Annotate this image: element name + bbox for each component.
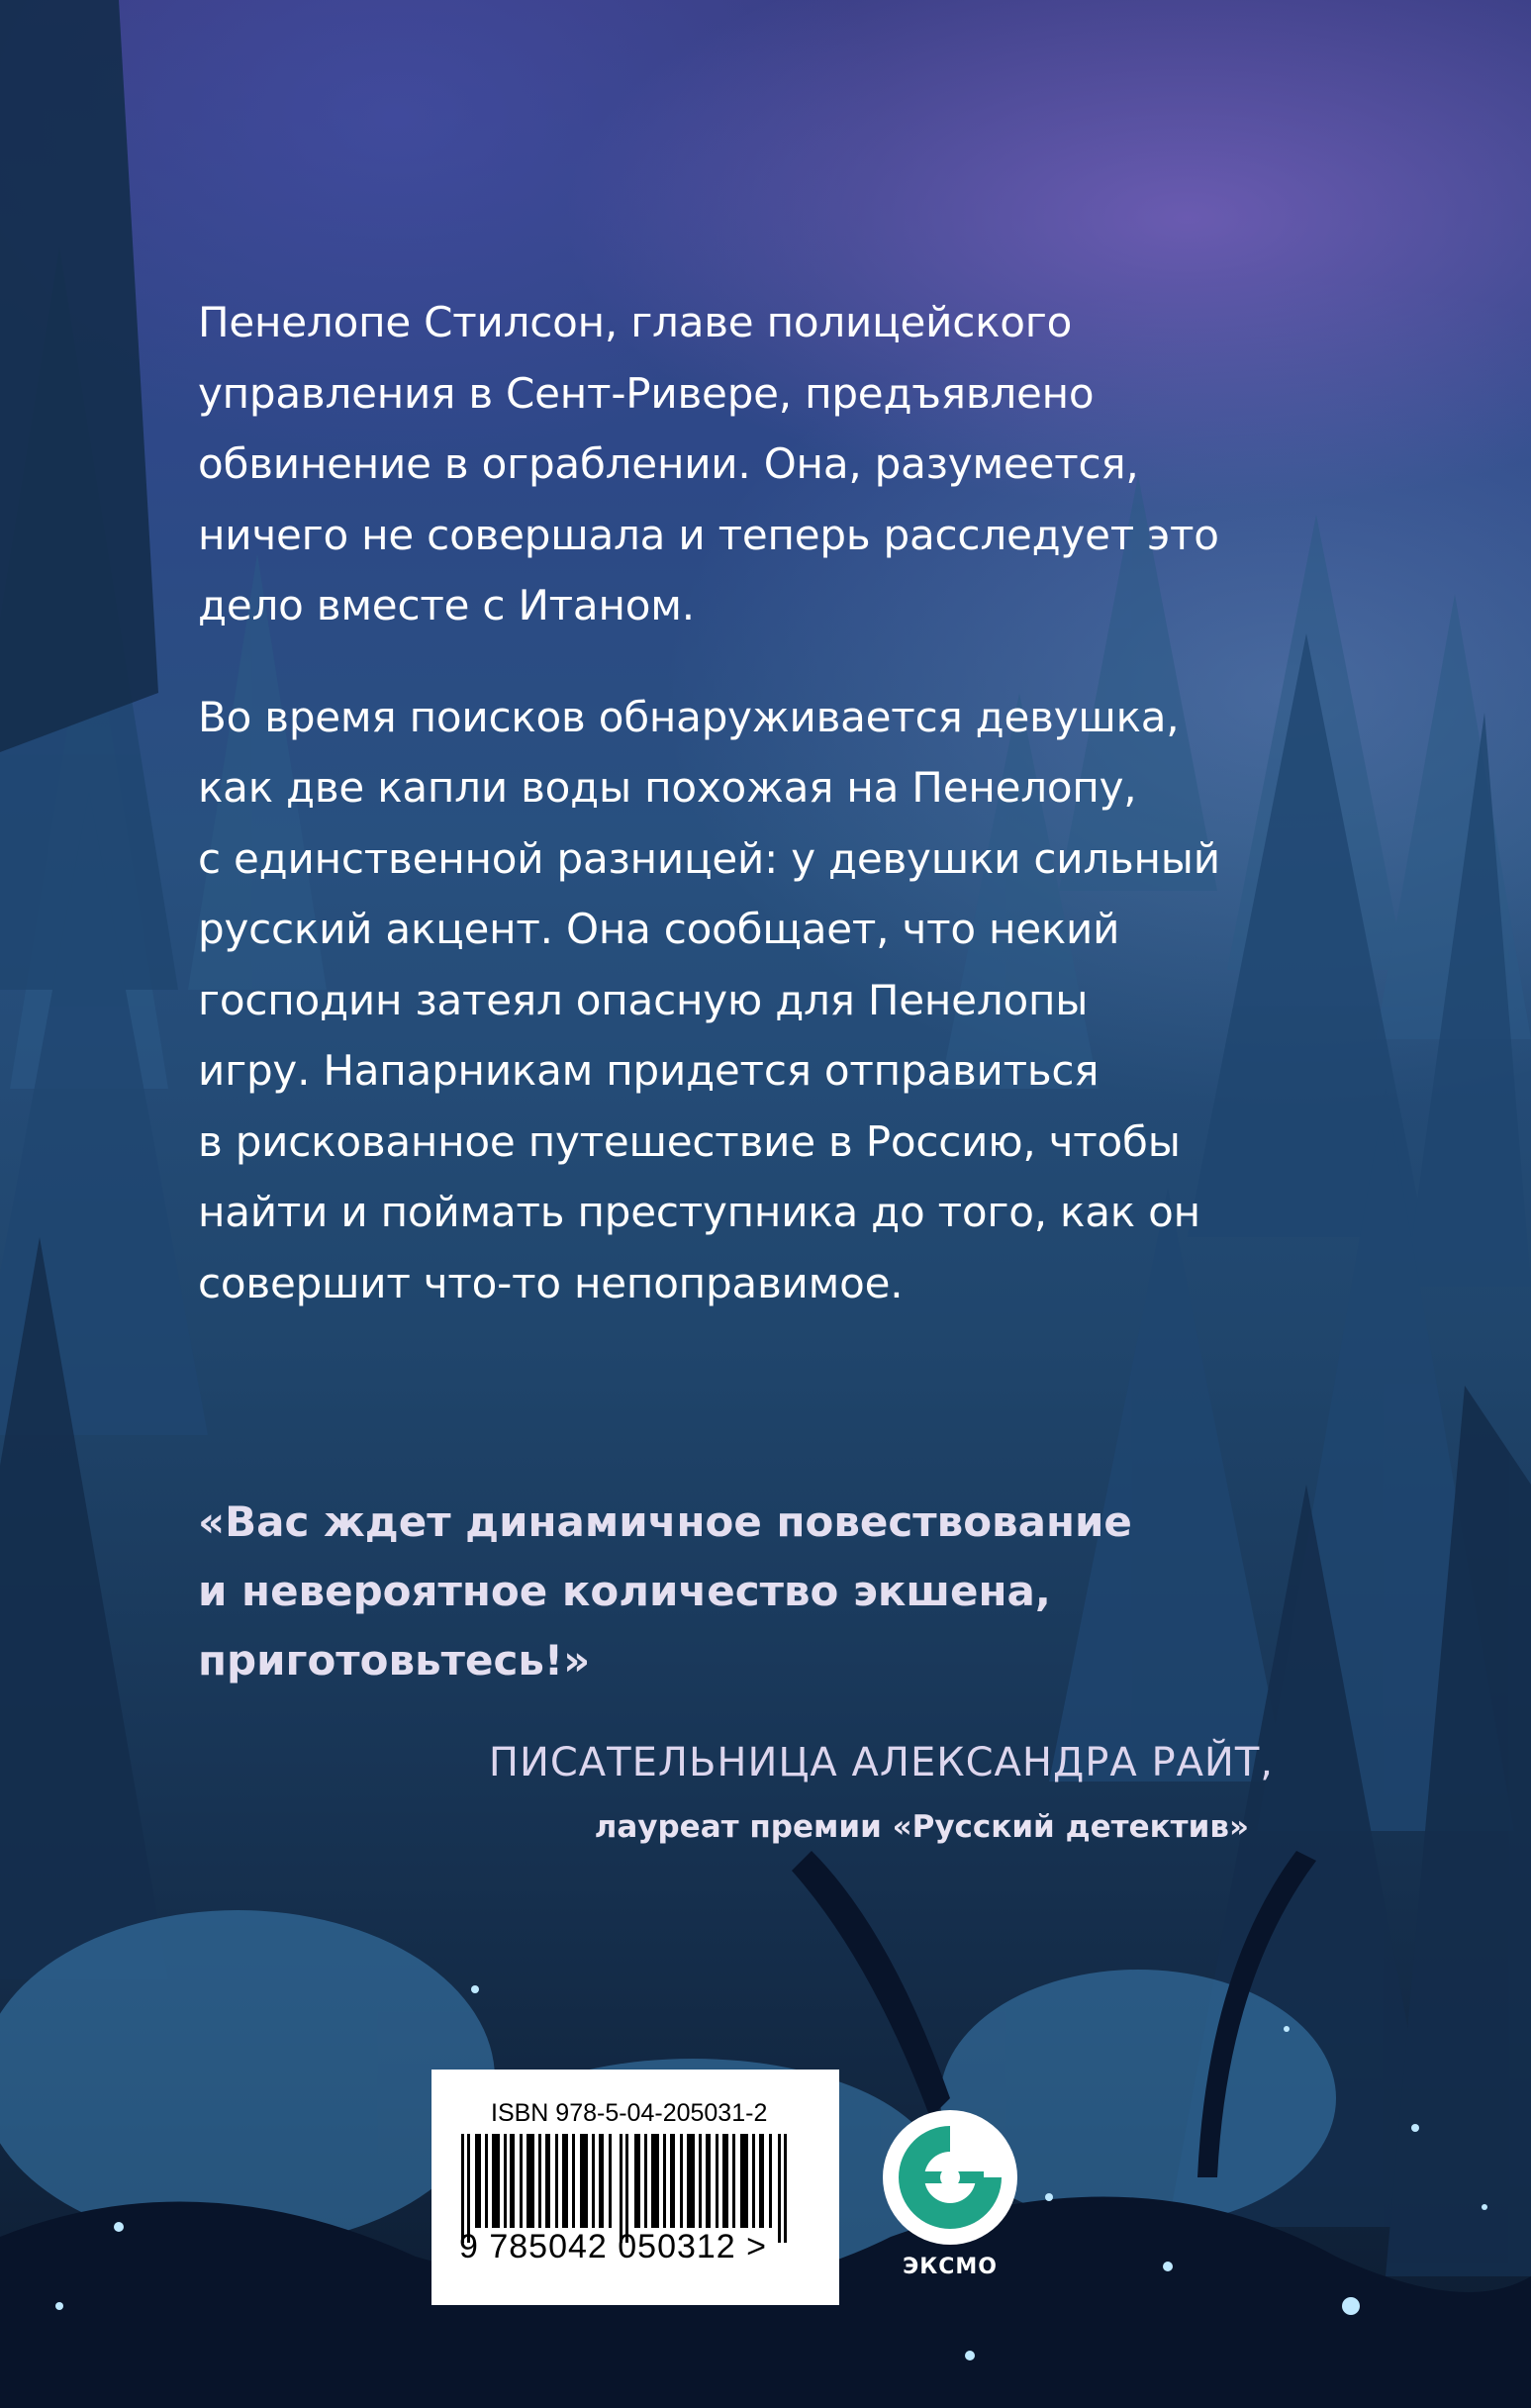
isbn-number: ISBN 978-5-04-205031-2 [491, 2099, 768, 2127]
book-description [198, 287, 1277, 1318]
isbn-barcode [431, 2070, 839, 2305]
description-paragraph-1: Пенелопе Стилсон, главе полицейского управления в Сент-Ривере, предъявлено обвинение в ограблении. Она, разумеется, ничего не совершала и теперь расследует это дело вместе с Итаном. [198, 298, 1219, 629]
quote-author-title: лауреат премии «Русский детектив» [594, 1809, 1249, 1845]
eksmo-logo-icon [881, 2108, 1019, 2247]
review-quote: «Вас ждет динамичное повествование и невероятное количество экшена, приготовьтесь!» [198, 1497, 1132, 1685]
publisher-name: ЭКСМО [903, 2255, 998, 2279]
quote-author: ПИСАТЕЛЬНИЦА АЛЕКСАНДРА РАЙТ, [488, 1740, 1274, 1785]
barcode-bars [461, 2134, 808, 2243]
description-paragraph-2: Во время поисков обнаруживается девушка, как две капли воды похожая на Пенелопу, с единственной разницей: у девушки сильный русский акцент. Она сообщает, что некий господин затеял опасную для Пенелопы игру. Напарникам придется отправиться в рискованное путешествие в Россию, чтобы найти и поймать преступника до того, как он совершит что-то непоправимое. [198, 692, 1220, 1307]
barcode-digits: 9 785042 050312 > [459, 2228, 768, 2265]
publisher-logo [881, 2108, 1019, 2279]
